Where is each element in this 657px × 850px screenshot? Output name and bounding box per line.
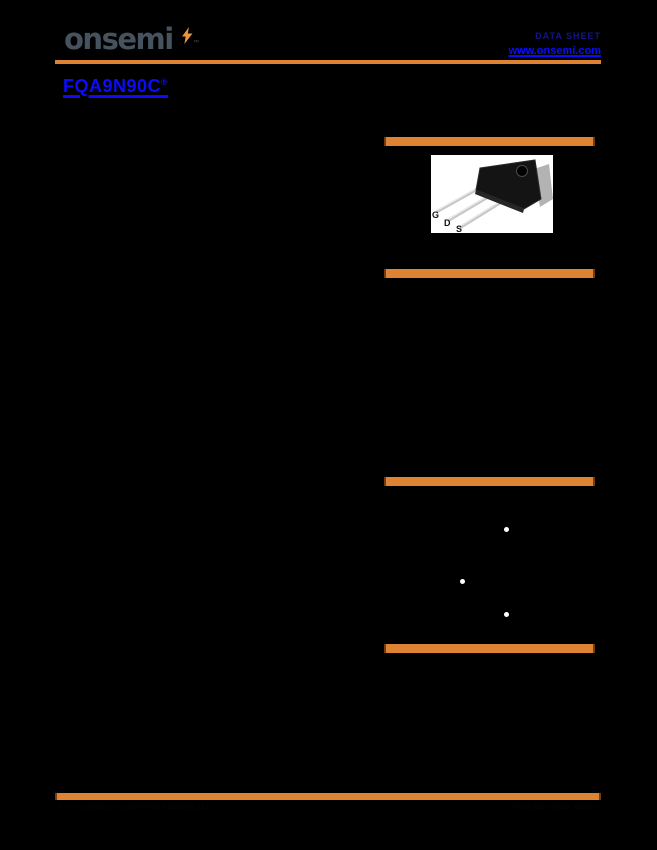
package-photo	[431, 155, 553, 233]
section-divider-marking	[384, 269, 595, 278]
gate-pin-label: G	[432, 210, 440, 220]
logo-trademark: ™	[193, 40, 199, 46]
drain-pin-label: D	[444, 218, 451, 228]
registered-mark: ®	[161, 77, 169, 87]
part-number-title[interactable]	[63, 76, 168, 97]
section-divider-package	[384, 137, 595, 146]
website-link[interactable]: www.onsemi.com	[508, 45, 601, 57]
footer-copyright: © Semiconductor Components Industries, LLC	[57, 802, 212, 811]
section-divider-ordering	[384, 644, 595, 653]
header-rule	[55, 60, 601, 64]
symbol-source-terminal-dot	[504, 612, 509, 617]
doc-type-label: DATA SHEET	[535, 31, 601, 41]
footer-publication-note: Publication Order Number:	[512, 802, 601, 811]
symbol-drain-terminal-dot	[504, 527, 509, 532]
source-pin-label: S	[456, 224, 463, 233]
bolt-shape	[182, 27, 193, 44]
part-number-text: FQA9N90C	[63, 76, 162, 96]
logo-bolt-icon	[182, 27, 193, 44]
footer-rule	[55, 793, 601, 800]
onsemi-logo	[64, 22, 173, 59]
symbol-gate-terminal-dot	[460, 579, 465, 584]
header-right	[508, 31, 601, 59]
onsemi-logo-text: onsemi	[64, 22, 173, 56]
section-divider-pin-connection	[384, 477, 595, 486]
footer-page-number: 1	[325, 802, 331, 811]
